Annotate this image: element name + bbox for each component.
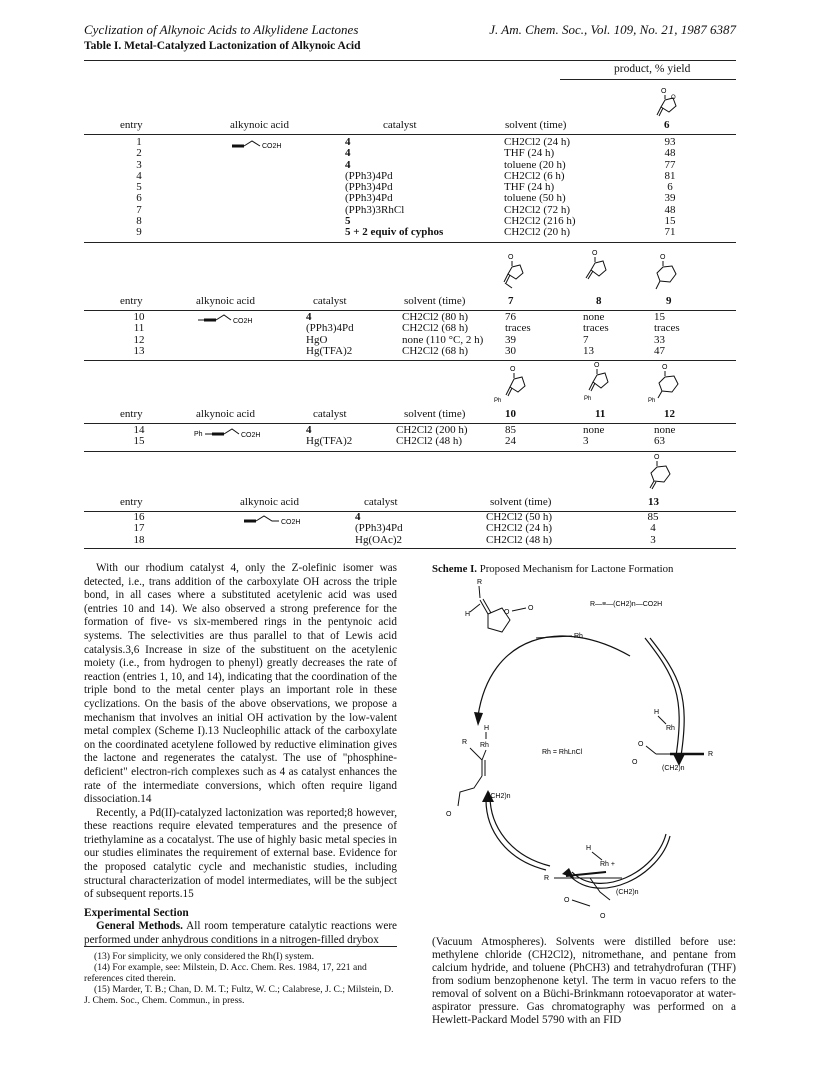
- sch-h: H: [586, 845, 592, 852]
- s2-entry: 13: [133, 344, 145, 357]
- s3-solvent: CH2Cl2 (200 h): [396, 424, 468, 436]
- s2-y7: 39: [505, 333, 516, 346]
- s3-co2h: CO2H: [241, 432, 261, 439]
- s1-yield: 15: [664, 215, 676, 228]
- body-right-column: [432, 936, 736, 1027]
- s1-yield: 6: [667, 181, 673, 194]
- s1-catalyst: 4: [345, 136, 351, 148]
- s3-col-10: [505, 425, 516, 448]
- s1-yield: 93: [664, 136, 676, 148]
- s3-col-12: [654, 425, 675, 448]
- s1-entry: 6: [136, 192, 142, 205]
- substrate-phenyl: [194, 426, 264, 445]
- sch-reagent: R—≡—(CH2)n—CO2H: [590, 601, 663, 608]
- product-rule: [560, 79, 736, 80]
- s2-header-entry: entry: [120, 295, 143, 307]
- s3-header-10: 10: [505, 408, 516, 420]
- s4-catalyst: (PPh3)4Pd: [355, 522, 403, 535]
- sch-legend: Rh = RhLnCl: [542, 749, 583, 756]
- s4-col-entry: [124, 512, 154, 546]
- s1-col-catalyst: [345, 137, 443, 239]
- s1-solvent: THF (24 h): [504, 181, 555, 194]
- sch-rh: Rh: [480, 742, 489, 749]
- svg-text:O: O: [660, 254, 666, 261]
- s1-solvent: THF (24 h): [504, 147, 555, 160]
- s1-solvent: CH2Cl2 (20 h): [504, 226, 570, 239]
- s3-col-entry: [124, 425, 154, 448]
- footnotes: [84, 951, 397, 1006]
- substrate-hexynoic-terminal: [244, 513, 314, 532]
- s3-y11: none: [583, 424, 605, 436]
- table-title: [84, 40, 361, 52]
- s1-entry: 5: [136, 181, 142, 194]
- s4-header-catalyst: catalyst: [364, 496, 398, 508]
- paragraph-pd-catalysis: Recently, a Pd(II)-catalyzed lactonization was reported;8 however, these reactions require elevated temperatures and the presence of triethylamine as a cocatalyst. The use of highly basic metal species in our studies eliminates the requirement of external base. Evidence for the proposed catalytic cycle and mechanistic studies, including structural characterization of model intermediates, will be the subject of subsequent reports.15: [84, 806, 397, 901]
- s2-entry: 11: [133, 322, 145, 335]
- s3-header-entry: entry: [120, 408, 143, 420]
- s2-catalyst: 4: [306, 311, 312, 323]
- s2-entry: 12: [133, 333, 145, 346]
- s4-solvent: CH2Cl2 (24 h): [486, 522, 552, 535]
- s4-entry: 17: [133, 522, 145, 535]
- s1-entry: 3: [136, 158, 142, 171]
- s4-y13: 3: [650, 533, 656, 546]
- s1-col-solvent: [504, 137, 576, 239]
- footnote-14: (14) For example, see: Milstein, D. Acc. Chem. Res. 1984, 17, 221 and references cited therein.: [84, 962, 367, 984]
- table-top-rule: [84, 60, 736, 61]
- sch-chain: (CH2)n: [662, 765, 685, 772]
- s4-col-solvent: [486, 512, 552, 546]
- s2-y8: traces: [583, 322, 609, 335]
- s2-header-8: 8: [596, 295, 602, 307]
- s1-solvent: toluene (20 h): [504, 158, 566, 171]
- s1-catalyst: 5: [345, 215, 351, 228]
- s2-co2h: CO2H: [233, 318, 253, 325]
- s1-catalyst: 5 + 2 equiv of cyphos: [345, 226, 444, 239]
- s2-y8: 13: [583, 344, 594, 357]
- s4-header-entry: entry: [120, 496, 143, 508]
- sch-o: O: [600, 913, 606, 920]
- s1-header-catalyst: catalyst: [383, 119, 417, 131]
- structure-13: [640, 452, 680, 501]
- svg-text:O: O: [654, 454, 660, 461]
- s2-header-9: 9: [666, 295, 672, 307]
- s3-header-catalyst: catalyst: [313, 408, 347, 420]
- s2-col-9: [654, 312, 680, 357]
- sch-r: R: [544, 875, 550, 882]
- svg-text:O: O: [592, 250, 598, 257]
- journal-citation: J. Am. Chem. Soc., Vol. 109, No. 21, 1987 6387: [489, 22, 736, 37]
- s4-header-acid: alkynoic acid: [240, 496, 299, 508]
- general-methods-lead: General Methods.: [96, 920, 183, 933]
- s3-y10: 85: [505, 424, 516, 436]
- s3-header-solvent: solvent (time): [404, 408, 466, 420]
- s3-y12: 63: [654, 435, 665, 448]
- sch-h: H: [654, 709, 660, 716]
- s1-header-entry: entry: [120, 119, 143, 131]
- s1-yield: 77: [664, 158, 676, 171]
- sch-chain: (CH2)n: [488, 793, 511, 800]
- footnote-15: (15) Marder, T. B.; Chan, D. M. T.; Fultz, W. C.; Calabrese, J. C.; Milstein, D. J. Chem. Soc., Chem. Commun., in press.: [84, 984, 394, 1006]
- structure-9: [648, 252, 688, 299]
- sch-rh-plus: Rh +: [600, 861, 615, 868]
- s1-solvent: CH2Cl2 (24 h): [504, 136, 570, 148]
- s2-solvent: CH2Cl2 (80 h): [402, 311, 468, 323]
- s2-y7: 30: [505, 344, 516, 357]
- scheme-title-text: Proposed Mechanism for Lactone Formation: [479, 563, 674, 575]
- s2-solvent: CH2Cl2 (68 h): [402, 344, 468, 357]
- s1-solvent: toluene (50 h): [504, 192, 566, 205]
- body-left-column: [84, 562, 397, 948]
- paragraph-mechanism: With our rhodium catalyst 4, only the Z-olefinic isomer was detected, i.e., trans addition of the carboxylate OH across the triple bond, in all cases where a substituted acetylenic acid was used (entries 10 and 14). We also observed a strong preference for the formation of five- vs six-membered rings in the pentynoic acid systems. The selectivities are thus parallel to that of Lewis acid catalysis.3,6 Increase in size of the substituent on the acetylenic moiety (i.e., from hydrogen to phenyl) greatly decreases the rate of reaction (entries 1, 10, and 14), indicating that the coordination of the triple bond to the metal center plays an important role in these cyclizations. On the basis of the above observations, we propose a mechanism that involves an initial OH activation by the low-valent metal complex (Scheme I).13 Nucleophilic attack of the carboxylate on the coordinated acetylene followed by reductive elimination gives the lactone and regenerates the catalyst. The use of "phosphine-deficient" electron-rich complexes such as 4 as catalyst enhances the rate of the intermediate conversions, which often require ligand dissociation.14: [84, 562, 397, 806]
- sch-o: O: [638, 741, 644, 748]
- s1-header-solvent: solvent (time): [505, 119, 567, 131]
- s1-catalyst: (PPh3)4Pd: [345, 192, 393, 205]
- s2-y7: 76: [505, 311, 516, 323]
- s1-solvent: CH2Cl2 (6 h): [504, 169, 565, 182]
- s1-header-6: 6: [664, 119, 670, 131]
- s2-y8: none: [583, 311, 605, 323]
- s1-yield: 48: [664, 203, 676, 216]
- sch-r: R: [462, 739, 468, 746]
- footnote-13: (13) For simplicity, we only considered the Rh(I) system.: [94, 951, 314, 962]
- s4-col-13: [638, 512, 668, 546]
- s1-solvent: CH2Cl2 (72 h): [504, 203, 570, 216]
- sch-chain: (CH2)n: [616, 889, 639, 896]
- s4-y13: 85: [647, 511, 659, 523]
- s1-catalyst: (PPh3)4Pd: [345, 169, 393, 182]
- structure-7: [500, 252, 534, 297]
- sch-r: R: [708, 751, 714, 758]
- s1-entry: 7: [136, 203, 142, 216]
- footnote-rule: [84, 946, 397, 947]
- s1-yield: 81: [664, 169, 676, 182]
- sch-o: O: [632, 759, 638, 766]
- table-title-text: Table I. Metal-Catalyzed Lactonization of Alkynoic Acid: [84, 40, 361, 52]
- sch-o: O: [446, 811, 452, 818]
- ph-label: Ph: [194, 431, 203, 438]
- s2-y8: 7: [583, 333, 589, 346]
- running-title: Cyclization of Alkynoic Acids to Alkylidene Lactones: [84, 22, 359, 37]
- ph-label: Ph: [648, 398, 656, 404]
- s3-y10: 24: [505, 435, 516, 448]
- s3-header-acid: alkynoic acid: [196, 408, 255, 420]
- s4-entry: 18: [133, 533, 145, 546]
- s2-catalyst: HgO: [306, 333, 328, 346]
- structure-8: [582, 248, 616, 297]
- s1-entry: 2: [136, 147, 142, 160]
- s2-col-solvent: [402, 312, 483, 357]
- s1-header-acid: alkynoic acid: [230, 119, 289, 131]
- scheme-diagram: [430, 576, 740, 941]
- s1-catalyst: (PPh3)4Pd: [345, 181, 393, 194]
- s3-col-solvent: [396, 425, 468, 448]
- s4-y13: 4: [650, 522, 656, 535]
- s3-solvent: CH2Cl2 (48 h): [396, 435, 462, 448]
- s1-yield: 48: [664, 147, 676, 160]
- s2-col-8: [583, 312, 609, 357]
- s3-entry: 15: [133, 435, 145, 448]
- s2-y9: traces: [654, 322, 680, 335]
- general-methods-text: All room temperature catalytic reactions were performed under anhydrous conditions in a nitrogen-filled drybox: [84, 920, 398, 947]
- s3-entry: 14: [133, 424, 145, 436]
- svg-text:O: O: [594, 362, 600, 369]
- s1-catalyst: 4: [345, 158, 351, 171]
- s4-header-13: 13: [648, 496, 659, 508]
- table-bottom-rule: [84, 548, 736, 549]
- s3-catalyst: Hg(TFA)2: [306, 435, 353, 448]
- s2-entry: 10: [133, 311, 145, 323]
- s2-solvent: CH2Cl2 (68 h): [402, 322, 468, 335]
- s2-y9: 33: [654, 333, 665, 346]
- s1-catalyst: 4: [345, 147, 351, 160]
- substrate-pentynoic: [232, 138, 292, 157]
- s4-co2h: CO2H: [281, 519, 301, 526]
- paragraph-general-methods-cont: (Vacuum Atmospheres). Solvents were distilled before use: methylene chloride (CH2Cl2), nitromethane, and pentane from calcium hydride, and toluene (PhCH3) and tetrahydrofuran (THF) from sodium benzophenone ketyl. The term in vacuo refers to the removal of solvent on a Büchi-Brinkmann rotoevaporator at water-aspirator pressure. Gas chromatography was performed on a Hewlett-Packard Model 5790 with an FID: [432, 936, 736, 1026]
- s1-col-entry: [124, 137, 154, 239]
- s3-header-12: 12: [664, 408, 675, 420]
- experimental-heading: Experimental Section: [84, 906, 189, 919]
- s2-header-catalyst: catalyst: [313, 295, 347, 307]
- s3-bottom-rule: [84, 451, 736, 452]
- svg-text:O: O: [671, 95, 676, 101]
- s1-entry: 9: [136, 226, 142, 239]
- s1-yield: 71: [664, 226, 676, 239]
- s4-solvent: CH2Cl2 (50 h): [486, 511, 552, 523]
- s1-catalyst: (PPh3)3RhCl: [345, 203, 405, 216]
- s3-y12: none: [654, 424, 676, 436]
- s2-y9: 15: [654, 311, 665, 323]
- structure-10: [494, 364, 534, 413]
- s3-y11: 3: [583, 435, 589, 448]
- ph-label: Ph: [584, 396, 592, 402]
- s2-y7: traces: [505, 322, 531, 335]
- s2-col-7: [505, 312, 531, 357]
- sch-h: H: [465, 611, 471, 618]
- s1-header-rule: [84, 134, 736, 135]
- s1-solvent: CH2Cl2 (216 h): [504, 215, 576, 228]
- s3-col-catalyst: [306, 425, 352, 448]
- s2-y9: 47: [654, 344, 665, 357]
- product-header: product, % yield: [614, 63, 691, 75]
- svg-text:O: O: [662, 364, 668, 371]
- sch-h: H: [484, 725, 490, 732]
- s1-co2h: CO2H: [262, 143, 282, 150]
- s1-bottom-rule: [84, 242, 736, 243]
- sch-o: O: [564, 897, 570, 904]
- scheme-title-bold: Scheme I.: [432, 563, 477, 575]
- s2-catalyst: Hg(TFA)2: [306, 344, 353, 357]
- s2-header-7: 7: [508, 295, 514, 307]
- sch-o: O: [528, 605, 534, 612]
- s1-yield: 39: [664, 192, 676, 205]
- s1-col-yield: [655, 137, 685, 239]
- s2-solvent: none (110 °C, 2 h): [402, 333, 484, 346]
- svg-text:O: O: [661, 88, 667, 95]
- ph-label: Ph: [494, 398, 502, 404]
- s1-entry: 1: [136, 136, 142, 148]
- s2-catalyst: (PPh3)4Pd: [306, 322, 354, 335]
- structure-11: [584, 360, 618, 413]
- sch-r: R: [477, 579, 483, 586]
- s3-col-11: [583, 425, 604, 448]
- s3-catalyst: 4: [306, 424, 312, 436]
- s2-header-acid: alkynoic acid: [196, 295, 255, 307]
- s1-entry: 4: [136, 169, 142, 182]
- s2-header-solvent: solvent (time): [404, 295, 466, 307]
- svg-text:O: O: [510, 366, 516, 373]
- s2-bottom-rule: [84, 360, 736, 361]
- structure-12: [648, 362, 688, 413]
- svg-text:O: O: [508, 254, 514, 261]
- sch-rh: Rh: [666, 725, 675, 732]
- s1-entry: 8: [136, 215, 142, 228]
- s4-header-solvent: solvent (time): [490, 496, 552, 508]
- s4-col-catalyst: [355, 512, 403, 546]
- scheme-title: [432, 563, 673, 575]
- s4-entry: 16: [133, 511, 145, 523]
- s4-catalyst: Hg(OAc)2: [355, 533, 403, 546]
- s2-col-catalyst: [306, 312, 354, 357]
- s4-solvent: CH2Cl2 (48 h): [486, 533, 552, 546]
- substrate-hexynoic: [198, 312, 258, 331]
- sch-rh: Rh: [574, 633, 583, 640]
- s2-col-entry: [124, 312, 154, 357]
- s4-catalyst: 4: [355, 511, 361, 523]
- sch-o: O: [504, 609, 510, 616]
- s3-header-11: 11: [595, 408, 606, 420]
